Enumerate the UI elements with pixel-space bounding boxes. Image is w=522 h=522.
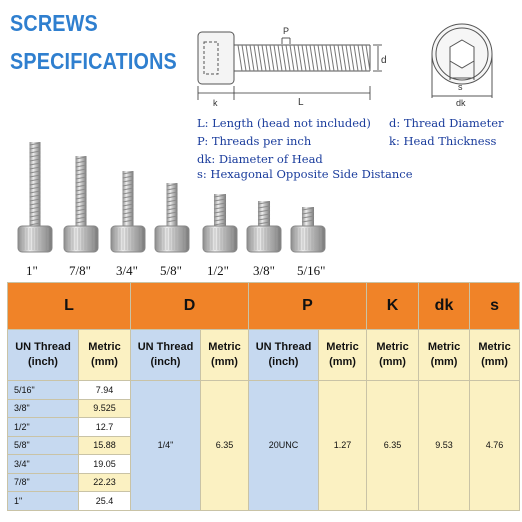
k-label: k bbox=[213, 98, 218, 108]
length-metric-cell: 19.05 bbox=[79, 455, 131, 474]
length-un-cell: 3/8" bbox=[8, 399, 79, 418]
length-un-cell: 1/2" bbox=[8, 418, 79, 437]
legend-length: L: Length (head not included) bbox=[197, 116, 371, 130]
d-label: d bbox=[381, 55, 387, 66]
header-l: L bbox=[8, 283, 131, 330]
diameter-un-cell: 1/4" bbox=[131, 381, 201, 511]
screw-lineup-image bbox=[8, 140, 338, 260]
header-s: s bbox=[470, 283, 520, 330]
legend-threads-per-inch: P: Threads per inch bbox=[197, 134, 312, 148]
screw-icon bbox=[18, 142, 52, 252]
size-label: 3/8" bbox=[253, 263, 275, 278]
table-row bbox=[8, 381, 520, 400]
length-un-cell: 5/8" bbox=[8, 436, 79, 455]
pitch-metric-cell: 1.27 bbox=[319, 381, 367, 511]
pitch-un-cell: 20UNC bbox=[249, 381, 319, 511]
legend-hex-distance: s: Hexagonal Opposite Side Distance bbox=[197, 167, 413, 181]
length-metric-cell: 9.525 bbox=[79, 399, 131, 418]
screw-icon bbox=[111, 171, 145, 252]
subheader-dk-metric: Metric (mm) bbox=[419, 330, 470, 381]
size-label: 7/8" bbox=[69, 263, 91, 278]
subheader-p-metric: Metric (mm) bbox=[319, 330, 367, 381]
length-un-cell: 1" bbox=[8, 492, 79, 511]
hex-distance-cell: 4.76 bbox=[470, 381, 520, 511]
size-label: 3/4" bbox=[116, 263, 138, 278]
screw-icon bbox=[247, 201, 281, 252]
size-label: 5/8" bbox=[160, 263, 182, 278]
subheader-l-metric: Metric (mm) bbox=[79, 330, 131, 381]
header-p: P bbox=[249, 283, 367, 330]
l-label: L bbox=[298, 97, 304, 108]
s-label: s bbox=[458, 82, 463, 92]
screw-icon bbox=[291, 207, 325, 252]
p-label: P bbox=[283, 26, 290, 36]
legend-thread-diameter: d: Thread Diameter bbox=[389, 116, 504, 130]
screw-dimension-diagram bbox=[190, 18, 520, 113]
length-un-cell: 3/4" bbox=[8, 455, 79, 474]
head-diameter-cell: 9.53 bbox=[419, 381, 470, 511]
screw-icon bbox=[203, 194, 237, 252]
length-un-cell: 7/8" bbox=[8, 473, 79, 492]
legend-head-thickness: k: Head Thickness bbox=[389, 134, 497, 148]
size-label: 1/2" bbox=[207, 263, 229, 278]
length-metric-cell: 7.94 bbox=[79, 381, 131, 400]
subheader-d-un: UN Thread (inch) bbox=[131, 330, 201, 381]
length-metric-cell: 12.7 bbox=[79, 418, 131, 437]
length-metric-cell: 22.23 bbox=[79, 473, 131, 492]
screw-icon bbox=[155, 183, 189, 252]
specification-table bbox=[7, 282, 520, 511]
dk-label: dk bbox=[456, 98, 466, 108]
size-label: 1" bbox=[26, 263, 38, 278]
head-thickness-cell: 6.35 bbox=[367, 381, 419, 511]
title-line-1: SCREWS bbox=[10, 10, 98, 36]
length-un-cell: 5/16" bbox=[8, 381, 79, 400]
subheader-s-metric: Metric (mm) bbox=[470, 330, 520, 381]
size-label: 5/16" bbox=[297, 263, 326, 278]
legend-head-diameter: dk: Diameter of Head bbox=[197, 152, 323, 166]
header-dk: dk bbox=[419, 283, 470, 330]
length-metric-cell: 25.4 bbox=[79, 492, 131, 511]
length-metric-cell: 15.88 bbox=[79, 436, 131, 455]
subheader-k-metric: Metric (mm) bbox=[367, 330, 419, 381]
screw-icon bbox=[64, 156, 98, 252]
subheader-l-un: UN Thread (inch) bbox=[8, 330, 79, 381]
diameter-metric-cell: 6.35 bbox=[201, 381, 249, 511]
header-k: K bbox=[367, 283, 419, 330]
header-d: D bbox=[131, 283, 249, 330]
subheader-d-metric: Metric (mm) bbox=[201, 330, 249, 381]
subheader-p-un: UN Thread (inch) bbox=[249, 330, 319, 381]
title-line-2: SPECIFICATIONS bbox=[10, 48, 177, 74]
